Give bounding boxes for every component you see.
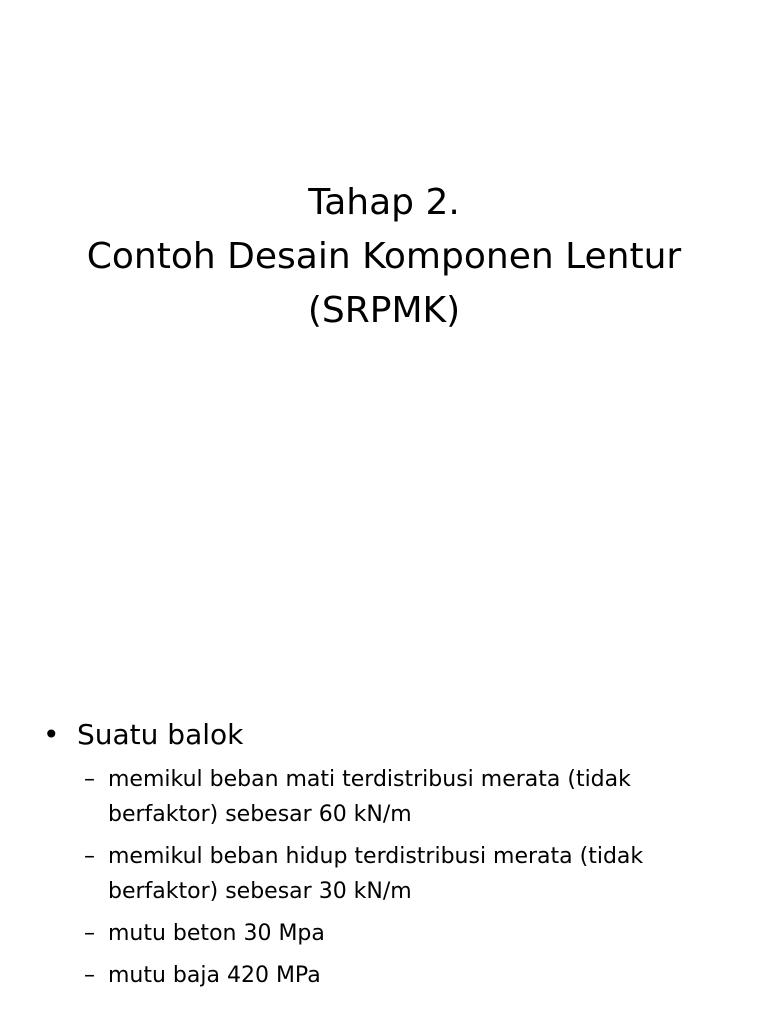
sub-bullet-item: [84, 916, 740, 951]
slide-body: [40, 712, 740, 1000]
title-line-3: (SRPMK): [307, 290, 461, 331]
sub-bullet-item: [84, 958, 740, 993]
title-line-2: Contoh Desain Komponen Lentur: [86, 236, 682, 277]
bullet-dot-icon: •: [43, 718, 60, 751]
dash-icon: –: [84, 963, 95, 988]
sub-bullet-item: [84, 839, 740, 909]
bullet-text: Suatu balok: [77, 718, 244, 751]
sub-bullet-text: memikul beban mati terdistribusi merata (tidak berfaktor) sebesar 60 kN/m: [108, 767, 631, 827]
bullet-item: [40, 712, 740, 758]
title-line-1: Tahap 2.: [308, 182, 460, 223]
sub-bullet-item: [84, 762, 740, 832]
sub-bullet-text: memikul beban hidup terdistribusi merata (tidak berfaktor) sebesar 30 kN/m: [108, 844, 644, 904]
sub-bullet-text: mutu baja 420 MPa: [108, 963, 321, 988]
slide-title: [0, 176, 768, 338]
dash-icon: –: [84, 844, 95, 869]
dash-icon: –: [84, 767, 95, 792]
sub-bullet-text: mutu beton 30 Mpa: [108, 921, 325, 946]
dash-icon: –: [84, 921, 95, 946]
sub-bullet-list: [40, 762, 740, 993]
